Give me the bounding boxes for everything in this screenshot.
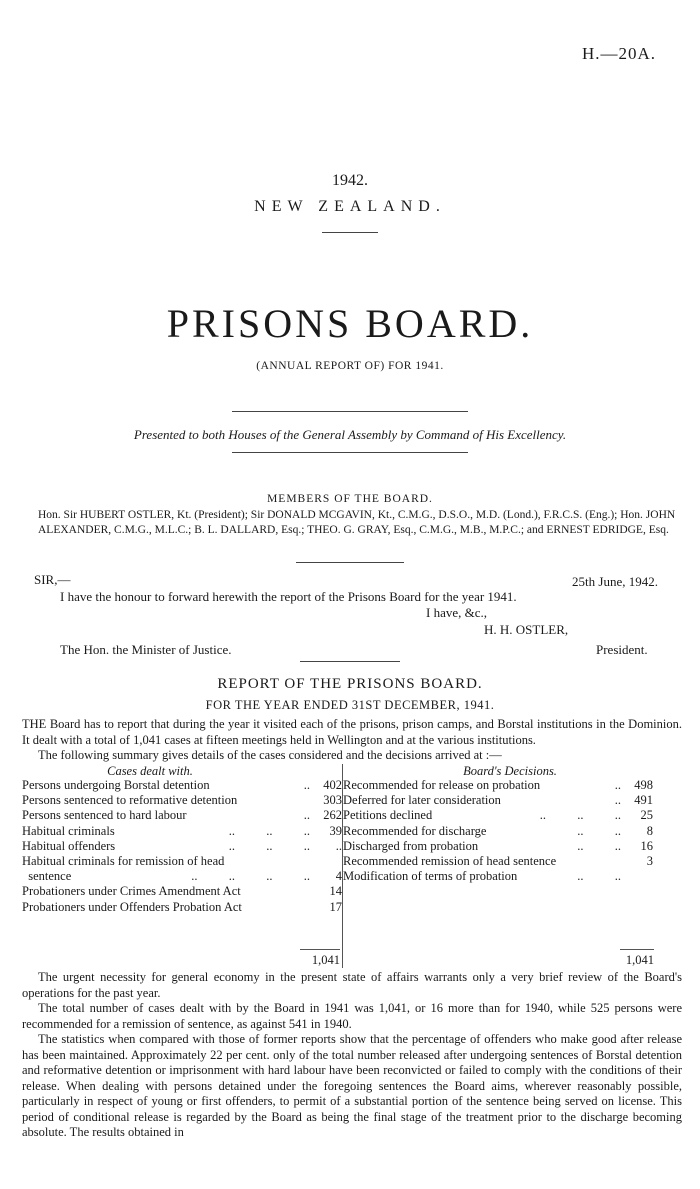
salutation: SIR,— xyxy=(34,572,71,587)
row-label: Habitual criminals xyxy=(22,823,115,838)
sum-rule xyxy=(620,949,654,950)
page-title: PRISONS BOARD. xyxy=(166,301,534,346)
row-label: Recommended remission of head sentence xyxy=(343,854,557,869)
row-label: Recommended for discharge xyxy=(343,823,487,838)
divider xyxy=(296,562,404,563)
row-label: Probationers under Offenders Probation Act xyxy=(22,899,242,914)
divider xyxy=(300,661,400,662)
cases-heading: Cases dealt with. xyxy=(107,764,193,778)
table-row xyxy=(343,808,653,823)
table-row xyxy=(343,793,653,808)
row-label: Habitual criminals for remission of head xyxy=(22,854,225,869)
row-label: Discharged from probation xyxy=(343,838,479,853)
row-value: 3 xyxy=(646,854,653,869)
letter-body: I have the honour to forward herewith the report of the Prisons Board for the year 1941. xyxy=(60,589,517,604)
table-row xyxy=(22,808,342,823)
table-row xyxy=(22,824,342,839)
row-value: 39 xyxy=(329,823,342,838)
row-label: Petitions declined xyxy=(343,808,433,823)
row-label: Habitual offenders xyxy=(22,838,116,853)
table-row xyxy=(343,839,653,854)
presented-line: Presented to both Houses of the General Assembly by Command of His Excellency. xyxy=(133,427,567,442)
row-leader-dots: .. xyxy=(614,793,621,808)
page-subtitle: (ANNUAL REPORT OF) FOR 1941. xyxy=(256,360,444,372)
row-value: .. xyxy=(335,838,342,853)
table-row xyxy=(22,900,342,915)
row-value: 17 xyxy=(329,899,342,914)
table-row xyxy=(22,854,342,869)
letter-closing: I have, &c., xyxy=(426,605,488,620)
sum-rule xyxy=(300,949,340,950)
divider xyxy=(322,232,378,233)
table-row xyxy=(22,839,342,854)
row-value: 25 xyxy=(640,808,653,823)
row-leader-dots: .. .. .. xyxy=(539,808,621,823)
row-label: Modification of terms of probation xyxy=(343,869,518,884)
row-value: 14 xyxy=(329,884,342,899)
divider xyxy=(232,411,468,412)
row-label: Probationers under Crimes Amendment Act xyxy=(22,884,241,899)
row-value: 262 xyxy=(323,808,342,823)
letter-addressee: The Hon. the Minister of Justice. xyxy=(60,642,232,657)
report-title: REPORT OF THE PRISONS BOARD. xyxy=(217,676,483,692)
row-value: 498 xyxy=(634,778,653,792)
document-reference: H.—20A. xyxy=(581,44,656,63)
row-value: 303 xyxy=(323,793,342,808)
cases-table xyxy=(22,778,342,915)
row-leader-dots: .. .. xyxy=(577,869,621,884)
decisions-table xyxy=(343,778,653,884)
row-label: Deferred for later consideration xyxy=(343,793,501,808)
row-label: Persons undergoing Borstal detention xyxy=(22,778,210,792)
row-label: Persons sentenced to reformative detention xyxy=(22,793,238,808)
table-row xyxy=(343,869,653,884)
members-heading: MEMBERS OF THE BOARD. xyxy=(267,493,433,505)
paragraph-1: THE Board has to report that during the year it visited each of the prisons, prison camps, and Borstal institutions in the Dominion. It dealt with a total of 1,041 cases at fifteen meetings held in Wellington and at the various institutions. xyxy=(22,717,682,747)
table-row xyxy=(22,884,342,899)
report-subtitle: FOR THE YEAR ENDED 31ST DECEMBER, 1941. xyxy=(205,698,495,712)
table-row xyxy=(343,778,653,793)
decisions-total: 1,041 xyxy=(625,953,654,967)
row-value xyxy=(627,869,653,884)
table-row xyxy=(22,869,342,884)
paragraph-2: The following summary gives details of the cases considered and the decisions arrived at :— xyxy=(38,748,502,762)
paragraph-4: The total number of cases dealt with by the Board in 1941 was 1,041, or 16 more than for 1940, while 525 persons were recommended for a remission of sentence, as against 541 in 1940. xyxy=(22,1001,682,1031)
row-label: Persons sentenced to hard labour xyxy=(22,808,187,823)
decisions-heading: Board's Decisions. xyxy=(463,764,557,778)
letter-signer: H. H. OSTLER, xyxy=(484,622,569,637)
paragraph-3: The urgent necessity for general economy in the present state of affairs warrants only a very brief review of the Board's operations for the past year. xyxy=(22,970,682,1000)
row-leader-dots: .. xyxy=(303,778,310,792)
row-value: 16 xyxy=(640,838,653,853)
row-value: 491 xyxy=(634,793,653,808)
row-leader-dots: .. .. xyxy=(577,838,621,853)
row-leader-dots: .. xyxy=(614,778,621,792)
row-value: 402 xyxy=(323,778,342,792)
row-leader-dots: .. .. .. xyxy=(228,838,310,853)
row-leader-dots: .. .. .. xyxy=(228,823,310,838)
row-label: sentence xyxy=(22,869,72,884)
members-list: Hon. Sir HUBERT OSTLER, Kt. (President); Sir DONALD MCGAVIN, Kt., C.M.G., D.S.O., M.D. (Lond.), F.R.C.S. (Eng.); Hon. JOHN ALEXANDER, C.M.G., M.L.C.; B. L. DALLARD, Esq.; THEO. G. GRAY, Esq., C.M.G., M.B., M.P.C.; and ERNEST EDRIDGE, Esq. xyxy=(38,509,676,536)
paragraph-5: The statistics when compared with those of former reports show that the percentage of offenders who make good after release has been maintained. Approximately 22 per cent. only of the total number released after undergoing sentences of Borstal detention and reformative detention or imprisonment with hard labour have been reconvicted or failed to comply with the conditions of their release. When dealing with persons detained under the foregoing sentences the Board aims, wherever reasonably possible, particularly in respect of young or first offenders, to permit of a substantial portion of the sentence being served on license. This period of conditional release is regarded by the Board as being the final stage of the treatment prior to the discharge becoming absolute. The results obtained in xyxy=(22,1032,682,1139)
row-leader-dots: .. xyxy=(303,808,310,823)
row-value: 4 xyxy=(335,869,342,884)
table-row xyxy=(343,854,653,869)
country: NEW ZEALAND. xyxy=(254,198,446,215)
row-value: 8 xyxy=(646,823,653,838)
row-value xyxy=(316,854,342,869)
table-row xyxy=(22,793,342,808)
year: 1942. xyxy=(332,172,368,189)
row-label: Recommended for release on probation xyxy=(343,778,541,792)
row-leader-dots: .. .. xyxy=(577,823,621,838)
row-leader-dots: .. .. .. .. xyxy=(191,869,310,884)
signer-title: President. xyxy=(596,642,648,657)
divider xyxy=(232,452,468,453)
table-row xyxy=(343,824,653,839)
cases-total: 1,041 xyxy=(311,953,340,967)
table-row xyxy=(22,778,342,793)
letter-date: 25th June, 1942. xyxy=(572,574,658,589)
